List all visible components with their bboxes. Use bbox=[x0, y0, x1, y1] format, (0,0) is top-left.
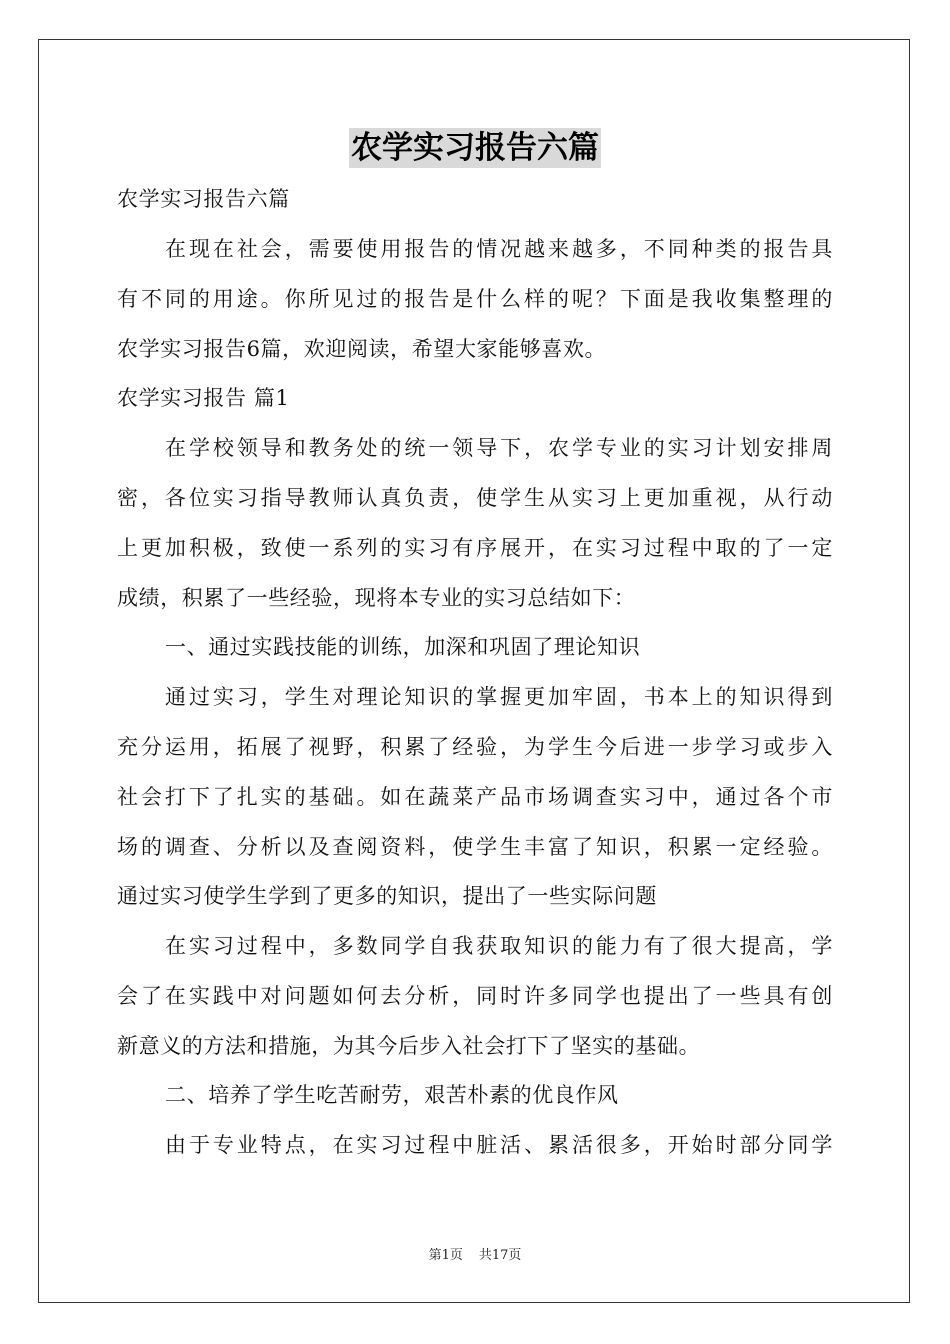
paragraph-line: 成绩，积累了一些经验，现将本专业的实习总结如下： bbox=[117, 586, 636, 610]
section-heading: 农学实习报告 篇1 bbox=[117, 386, 290, 410]
paragraph-line: 上更加积极，致使一系列的实习有序展开，在实习过程中取的了一定 bbox=[117, 536, 833, 560]
paragraph-line: 场的调查、分析以及查阅资料，使学生丰富了知识，积累一定经验。 bbox=[117, 835, 833, 859]
paragraph-line: 农学实习报告6篇，欢迎阅读，希望大家能够喜欢。 bbox=[117, 337, 607, 361]
subtitle-line: 农学实习报告六篇 bbox=[117, 187, 290, 211]
paragraph-line: 在现在社会，需要使用报告的情况越来越多，不同种类的报告具 bbox=[165, 237, 833, 261]
document-title: 农学实习报告六篇 bbox=[351, 130, 599, 166]
subheading-line: 二、培养了学生吃苦耐劳，艰苦朴素的优良作风 bbox=[165, 1083, 619, 1107]
paragraph-line: 社会打下了扎实的基础。如在蔬菜产品市场调查实习中，通过各个市 bbox=[117, 785, 833, 809]
paragraph-line: 通过实习，学生对理论知识的掌握更加牢固，书本上的知识得到 bbox=[165, 685, 833, 709]
paragraph-line: 新意义的方法和措施，为其今后步入社会打下了坚实的基础。 bbox=[117, 1034, 701, 1058]
subheading-line: 一、通过实践技能的训练，加深和巩固了理论知识 bbox=[165, 635, 641, 659]
page-number-total: 共17页 bbox=[478, 1248, 522, 1263]
paragraph-line: 会了在实践中对问题如何去分析，同时许多同学也提出了一些具有创 bbox=[117, 984, 833, 1008]
page-border bbox=[38, 39, 910, 1303]
page-footer bbox=[0, 1247, 950, 1265]
paragraph-line: 通过实习使学生学到了更多的知识，提出了一些实际问题 bbox=[117, 884, 657, 908]
paragraph-line: 在学校领导和教务处的统一领导下，农学专业的实习计划安排周 bbox=[165, 436, 833, 460]
page-number-current: 第1页 bbox=[428, 1248, 463, 1263]
paragraph-line: 充分运用，拓展了视野，积累了经验，为学生今后进一步学习或步入 bbox=[117, 735, 833, 759]
title-container bbox=[0, 128, 950, 168]
paragraph-line: 在实习过程中，多数同学自我获取知识的能力有了很大提高，学 bbox=[165, 934, 833, 958]
paragraph-line: 由于专业特点，在实习过程中脏活、累活很多，开始时部分同学 bbox=[165, 1133, 833, 1157]
paragraph-line: 有不同的用途。你所见过的报告是什么样的呢？下面是我收集整理的 bbox=[117, 287, 833, 311]
paragraph-line: 密，各位实习指导教师认真负责，使学生从实习上更加重视，从行动 bbox=[117, 486, 833, 510]
